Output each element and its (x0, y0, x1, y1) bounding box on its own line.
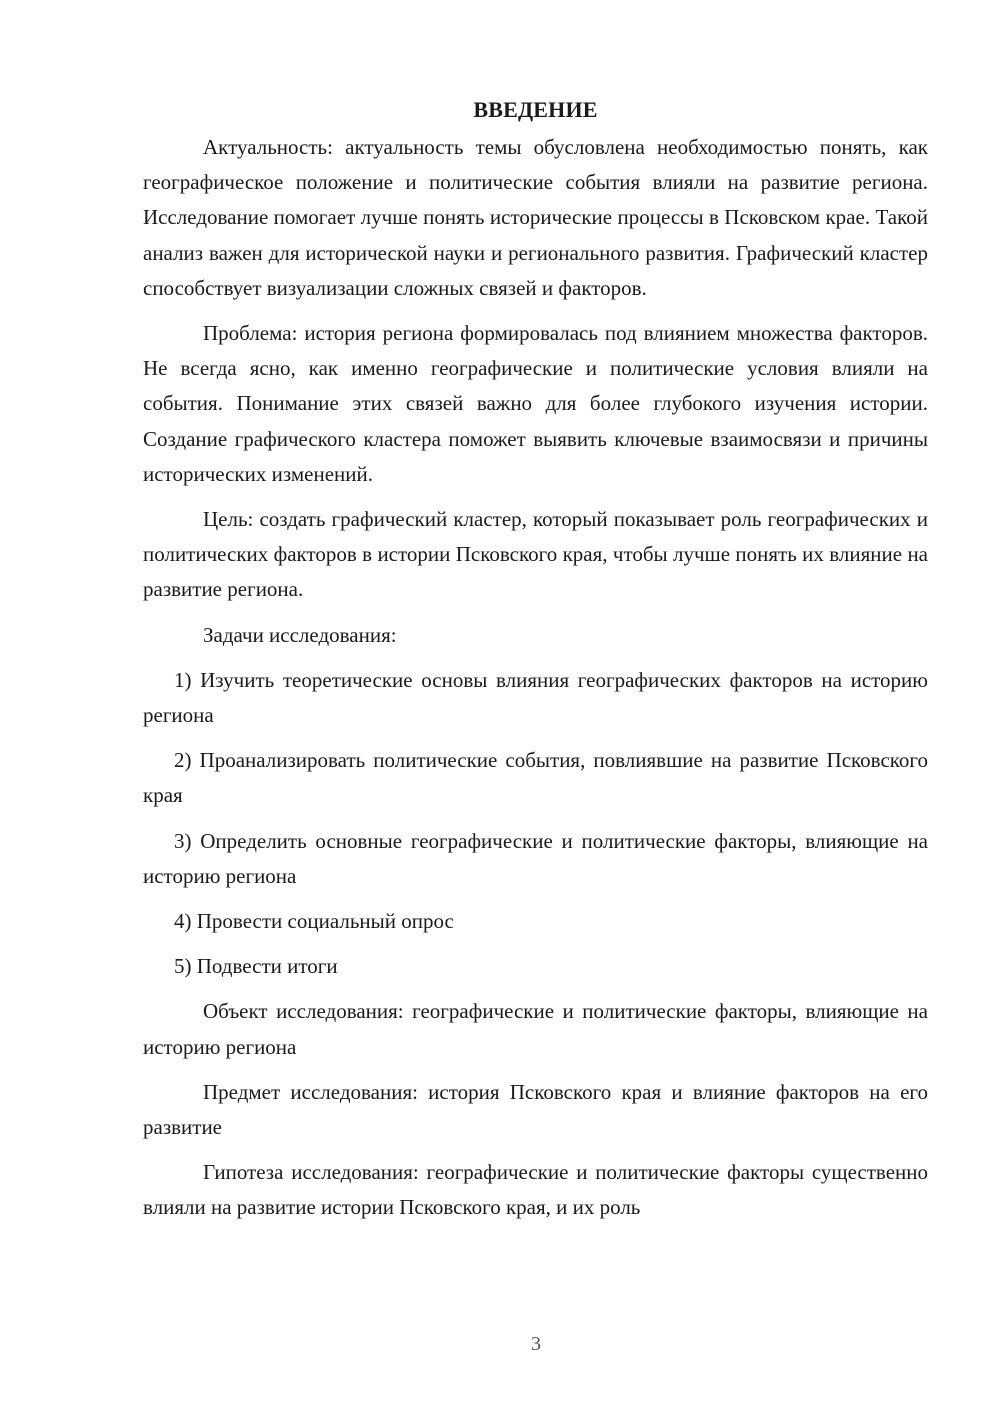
list-item: 4) Провести социальный опрос (174, 909, 454, 934)
list-item: 2) Проанализировать политические события, повлиявшие на развитие Псковского края (143, 748, 928, 808)
tasks-heading: Задачи исследования: (203, 622, 397, 647)
page-number: 3 (531, 1333, 541, 1355)
paragraph-problem: Проблема: история региона формировалась под влиянием множества факторов. Не всегда ясно, как именно географические и политические условия влияли на события. Понимание этих связей важно для более глубокого изучения истории. Создание графического кластера поможет выявить ключевые взаимосвязи и причины исторических изменений. (143, 321, 928, 486)
list-item: 5) Подвести итоги (174, 954, 338, 979)
list-item: 1) Изучить теоретические основы влияния географических факторов на историю региона (143, 667, 928, 728)
paragraph-relevance: Актуальность: актуальность темы обусловлена необходимостью понять, как географическое положение и политические события влияли на развитие региона. Исследование помогает лучше понять исторические процессы в Псковском крае. Такой анализ важен для исторической науки и регионального развития. Графический кластер способствует визуализации сложных связей и факторов. (143, 135, 928, 300)
document-page (143, 94, 928, 1236)
tasks-list (143, 663, 928, 985)
paragraph-goal: Цель: создать графический кластер, который показывает роль географических и политических факторов в истории Псковского края, чтобы лучше понять их влияние на развитие региона. (143, 507, 928, 602)
paragraph-subject: Предмет исследования: история Псковского края и влияние факторов на его развитие (143, 1079, 928, 1140)
paragraph-object: Объект исследования: географические и политические факторы, влияющие на историю региона (143, 999, 928, 1059)
paragraph-hypothesis: Гипотеза исследования: географические и политические факторы существенно влияли на развитие истории Псковского края, и их роль (143, 1160, 928, 1220)
section-title: ВВЕДЕНИЕ (473, 97, 598, 122)
list-item: 3) Определить основные географические и политические факторы, влияющие на историю региона (143, 828, 928, 888)
